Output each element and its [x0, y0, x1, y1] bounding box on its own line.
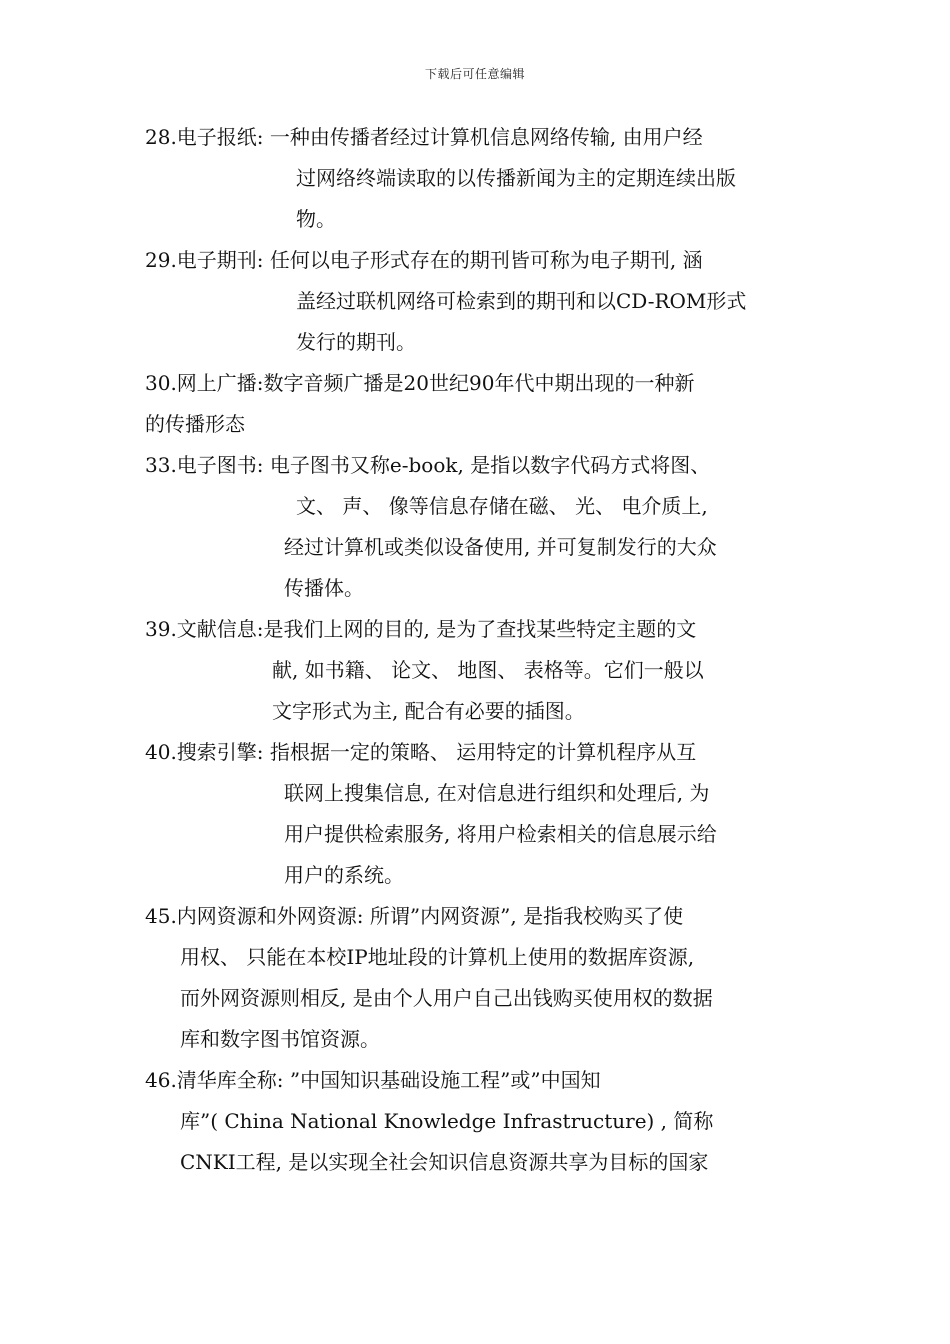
- page-header: 下载后可任意编辑: [424, 67, 525, 81]
- entry-30-line-2: 的传播形态: [145, 412, 245, 436]
- entry-45-line-3: 而外网资源则相反, 是由个人用户自己出钱购买使用权的数据: [180, 986, 713, 1010]
- entry-40-line-4: 用户的系统。: [284, 863, 404, 887]
- entry-39-line-2: 献, 如书籍、 论文、 地图、 表格等。它们一般以: [272, 658, 704, 682]
- entry-29-line-2: 盖经过联机网络可检索到的期刊和以CD-ROM形式: [296, 289, 747, 313]
- entry-28-line-2: 过网络终端读取的以传播新闻为主的定期连续出版: [296, 166, 736, 190]
- entry-45-line-2: 用权、 只能在本校IP地址段的计算机上使用的数据库资源,: [180, 945, 695, 969]
- entry-33-line-3: 经过计算机或类似设备使用, 并可复制发行的大众: [284, 535, 717, 559]
- entry-28-line-1: 28.电子报纸: 一种由传播者经过计算机信息网络传输, 由用户经: [145, 125, 703, 149]
- entry-40-line-1: 40.搜索引擎: 指根据一定的策略、 运用特定的计算机程序从互: [145, 740, 697, 764]
- entry-40-line-2: 联网上搜集信息, 在对信息进行组织和处理后, 为: [284, 781, 710, 805]
- entry-39-line-1: 39.文献信息:是我们上网的目的, 是为了查找某些特定主题的文: [145, 617, 697, 641]
- entry-46-line-1: 46.清华库全称: ”中国知识基础设施工程”或”中国知: [145, 1068, 601, 1092]
- entry-45-line-4: 库和数字图书馆资源。: [180, 1027, 380, 1051]
- entry-30-line-1: 30.网上广播:数字音频广播是20世纪90年代中期出现的一种新: [145, 371, 695, 395]
- entry-40-line-3: 用户提供检索服务, 将用户检索相关的信息展示给: [284, 822, 717, 846]
- entry-33-line-2: 文、 声、 像等信息存储在磁、 光、 电介质上,: [296, 494, 708, 518]
- entry-28-line-3: 物。: [296, 207, 336, 231]
- entry-29-line-3: 发行的期刊。: [296, 330, 416, 354]
- entry-29-line-1: 29.电子期刊: 任何以电子形式存在的期刊皆可称为电子期刊, 涵: [145, 248, 703, 272]
- entry-33-line-1: 33.电子图书: 电子图书又称e-book, 是指以数字代码方式将图、: [145, 453, 711, 477]
- entry-33-line-4: 传播体。: [284, 576, 364, 600]
- entry-39-line-3: 文字形式为主, 配合有必要的插图。: [272, 699, 585, 723]
- entry-45-line-1: 45.内网资源和外网资源: 所谓”内网资源”, 是指我校购买了使: [145, 904, 684, 928]
- entry-46-line-2: 库”( China National Knowledge Infrastructure) , 简称: [180, 1109, 714, 1133]
- entry-46-line-3: CNKI工程, 是以实现全社会知识信息资源共享为目标的国家: [180, 1150, 709, 1174]
